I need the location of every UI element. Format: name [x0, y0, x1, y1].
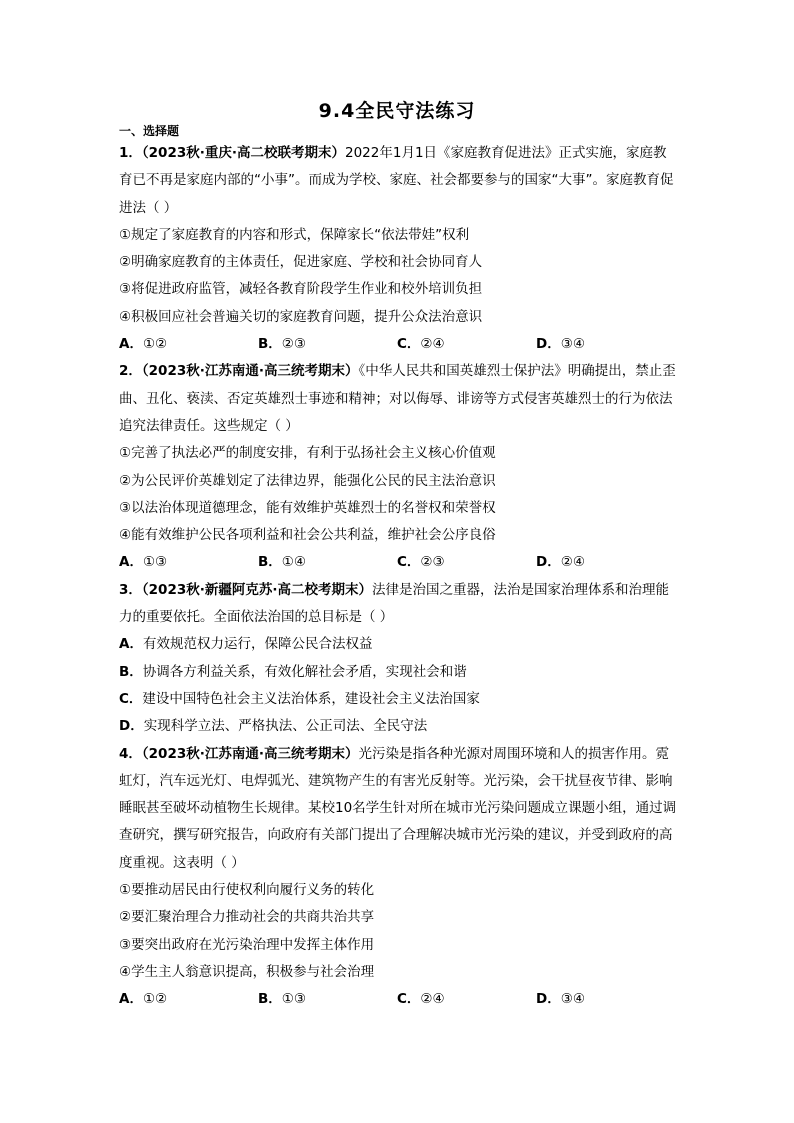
question-source: （2023秋·江苏南通·高三统考期末）: [141, 745, 359, 762]
choice-text: 协调各方利益关系，有效化解社会矛盾，实现社会和谐: [142, 663, 467, 680]
question-2: [119, 358, 679, 576]
question-source: （2023秋·重庆·高二校联考期末）: [141, 145, 345, 161]
choice-text: ①④: [281, 554, 307, 571]
statement: ①完善了执法必严的制度安排，有利于弘扬社会主义核心价值观: [119, 445, 496, 462]
choice-label: C．: [397, 554, 421, 571]
choice-d[interactable]: [536, 549, 585, 576]
choice-d[interactable]: [536, 986, 585, 1013]
choice-text: ②③: [281, 336, 307, 353]
question-source: （2023秋·新疆阿克苏·高二校考期末）: [141, 581, 372, 598]
choice-label: C．: [397, 991, 421, 1008]
choice-label: C．: [397, 336, 421, 353]
question-stem: [119, 358, 679, 440]
choice-text: ①②: [142, 336, 168, 353]
choice-label: A．: [119, 991, 143, 1008]
choice-text: 有效规范权力运行，保障公民合法权益: [142, 636, 373, 653]
question-text: 2022年1月1日《家庭教育促进法》正式实施，家庭教育已不再是家庭内部的“小事”。而成为学校、家庭、社会都要参与的国家“大事”。家庭教育促进法（ ）: [119, 145, 674, 216]
choice-label: A．: [119, 636, 143, 653]
question-number: 4．: [119, 745, 142, 762]
question-4: [119, 741, 679, 1014]
question-number: 2．: [119, 363, 142, 380]
question-text: 法律是治国之重器，法治是国家治理体系和治理能力的重要依托。全面依法治国的总目标是（ ）: [119, 581, 669, 626]
statement: ②为公民评价英雄划定了法律边界，能强化公民的民主法治意识: [119, 472, 496, 489]
choice-label: C．: [119, 690, 143, 707]
choice-text: ②③: [420, 554, 445, 571]
choice-a[interactable]: [119, 986, 258, 1013]
choice-text: ②④: [420, 336, 445, 353]
choice-c[interactable]: [397, 549, 536, 576]
choice-b[interactable]: [258, 986, 397, 1013]
statement: ③要突出政府在光污染治理中发挥主体作用: [119, 936, 375, 953]
choice-text: ①②: [142, 991, 168, 1008]
choice-label: B．: [258, 336, 282, 353]
choice-c[interactable]: [119, 686, 679, 713]
question-number: 1．: [119, 145, 142, 161]
statement: ②要汇聚治理合力推动社会的共商共治共享: [119, 909, 375, 926]
statement: ④能有效维护公民各项利益和社会公共利益，维护社会公序良俗: [119, 527, 496, 544]
choice-c[interactable]: [397, 331, 536, 358]
answer-choices: [119, 331, 679, 358]
choice-b[interactable]: [258, 331, 397, 358]
statement: ①要推动居民由行使权利向履行义务的转化: [119, 882, 375, 899]
answer-choices: [119, 549, 679, 576]
question-text: 《中华人民共和国英雄烈士保护法》明确提出，禁止歪曲、丑化、亵渎、否定英雄烈士事迹和精神；对以侮辱、诽谤等方式侵害英雄烈士的行为依法追究法律责任。这些规定（ ）: [119, 363, 676, 434]
question-stem: [119, 577, 679, 632]
question-list: [119, 124, 679, 1014]
choice-label: B．: [119, 663, 143, 680]
section-heading: 一、选择题: [119, 124, 180, 138]
choice-a[interactable]: [119, 331, 258, 358]
choice-c[interactable]: [397, 986, 536, 1013]
question-stem: [119, 140, 679, 222]
question-1: [119, 140, 679, 358]
choice-text: ③④: [560, 336, 585, 353]
question-stem: [119, 741, 679, 877]
choice-label: D．: [119, 718, 144, 735]
choice-label: B．: [258, 991, 282, 1008]
statement: ④学生主人翁意识提高，积极参与社会治理: [119, 963, 375, 980]
choice-label: D．: [536, 336, 561, 353]
question-text: 光污染是指各种光源对周围环境和人的损害作用。霓虹灯，汽车远光灯、电焊弧光、建筑物产生的有害光反射等。光污染，会干扰昼夜节律、影响睡眠甚至破坏动植物生长规律。某校10名学生针对所在城市光污染问题成立课题小组，通过调查研究，撰写研究报告，向政府有关部门提出了合理解决城市光污染的建议，并受到政府的高度重视。这表明（ ）: [119, 745, 677, 871]
choice-d[interactable]: [119, 713, 679, 740]
choice-label: D．: [536, 991, 561, 1008]
choice-a[interactable]: [119, 631, 679, 658]
choice-label: A．: [119, 336, 143, 353]
choice-text: ①③: [281, 991, 307, 1008]
question-3: [119, 577, 679, 741]
choice-b[interactable]: [119, 659, 679, 686]
choice-label: B．: [258, 554, 282, 571]
choice-b[interactable]: [258, 549, 397, 576]
choice-a[interactable]: [119, 549, 258, 576]
statement: ①规定了家庭教育的内容和形式，保障家长“依法带娃”权利: [119, 226, 470, 243]
statement: ②明确家庭教育的主体责任，促进家庭、学校和社会协同育人: [119, 254, 483, 271]
choice-text: 建设中国特色社会主义法治体系，建设社会主义法治国家: [142, 690, 480, 707]
statement: ③以法治体现道德理念，能有效维护英雄烈士的名誉权和荣誉权: [119, 499, 496, 516]
choice-d[interactable]: [536, 331, 585, 358]
choice-label: A．: [119, 554, 143, 571]
choice-text: 实现科学立法、严格执法、公正司法、全民守法: [143, 718, 428, 735]
choice-text: ①③: [142, 554, 168, 571]
statement: ④积极回应社会普遍关切的家庭教育问题，提升公众法治意识: [119, 308, 483, 325]
question-source: （2023秋·江苏南通·高三统考期末）: [141, 363, 359, 380]
page-title: 9.4全民守法练习: [318, 100, 476, 122]
choice-text: ②④: [420, 991, 445, 1008]
statement: ③将促进政府监管，减轻各教育阶段学生作业和校外培训负担: [119, 281, 483, 298]
choice-label: D．: [536, 554, 561, 571]
answer-choices: [119, 986, 679, 1013]
question-number: 3．: [119, 581, 142, 598]
choice-text: ②④: [560, 554, 585, 571]
choice-text: ③④: [560, 991, 585, 1008]
